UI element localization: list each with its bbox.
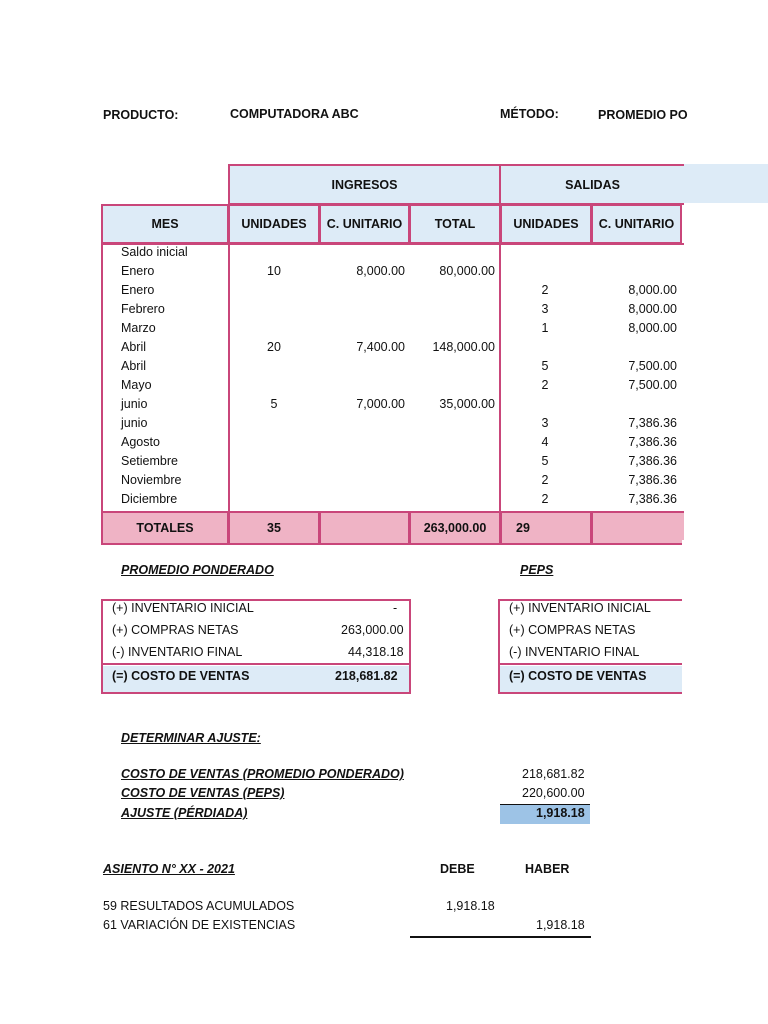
row-out-cunit: 8,000.00 — [628, 302, 677, 316]
row-out-units: 2 — [541, 283, 549, 297]
ajuste-line3-value: 1,918.18 — [536, 806, 585, 820]
totals-in-cunit-cell — [319, 511, 410, 545]
row-out-units: 3 — [541, 302, 549, 316]
col-unidades2-label: UNIDADES — [513, 217, 579, 231]
totals-out-cunit-cell — [591, 511, 684, 545]
row-mes: junio — [121, 416, 148, 430]
row-mes: Abril — [121, 340, 147, 354]
asiento-line2-haber: 1,918.18 — [536, 918, 585, 932]
totals-in-units: 35 — [267, 521, 281, 535]
promedio-inv-final-label: (-) INVENTARIO FINAL — [112, 645, 243, 659]
ajuste-line3-label: AJUSTE (PÉRDIADA) — [121, 806, 248, 820]
asiento-line2-label: 61 VARIACIÓN DE EXISTENCIAS — [103, 918, 296, 932]
row-out-units: 2 — [541, 473, 549, 487]
row-out-units: 2 — [541, 492, 549, 506]
peps-compras-label: (+) COMPRAS NETAS — [509, 623, 636, 637]
totals-label: TOTALES — [136, 521, 194, 535]
row-mes: Enero — [121, 283, 155, 297]
row-out-cunit: 8,000.00 — [628, 283, 677, 297]
row-out-cunit: 8,000.00 — [628, 321, 677, 335]
ajuste-line1-value: 218,681.82 — [522, 767, 585, 781]
right-mask — [682, 540, 768, 740]
row-mes: Diciembre — [121, 492, 178, 506]
peps-inv-final-label: (-) INVENTARIO FINAL — [509, 645, 640, 659]
row-out-units: 5 — [541, 454, 549, 468]
row-out-cunit: 7,386.36 — [628, 492, 677, 506]
promedio-compras-label: (+) COMPRAS NETAS — [112, 623, 239, 637]
table-divider-ingresos — [499, 243, 501, 513]
row-mes: Saldo inicial — [121, 245, 188, 259]
asiento-line1-label: 59 RESULTADOS ACUMULADOS — [103, 899, 295, 913]
promedio-title: PROMEDIO PONDERADO — [121, 563, 274, 577]
asiento-total-rule — [410, 936, 591, 938]
metodo-label: MÉTODO: — [500, 107, 559, 121]
asiento-debe-header: DEBE — [440, 862, 475, 876]
row-out-units: 3 — [541, 416, 549, 430]
row-in-units: 20 — [267, 340, 281, 354]
group-salidas-label: SALIDAS — [565, 177, 620, 192]
ajuste-title: DETERMINAR AJUSTE: — [121, 731, 261, 745]
row-out-units: 1 — [541, 321, 549, 335]
col-header-total — [409, 204, 501, 244]
totals-in-total: 263,000.00 — [423, 521, 487, 535]
row-out-cunit: 7,500.00 — [628, 378, 677, 392]
promedio-compras-value: 263,000.00 — [341, 623, 404, 637]
producto-label: PRODUCTO: — [103, 108, 179, 122]
promedio-costo-label: (=) COSTO DE VENTAS — [112, 669, 250, 683]
promedio-costo-value: 218,681.82 — [335, 669, 398, 683]
promedio-inv-inicial-label: (+) INVENTARIO INICIAL — [112, 601, 254, 615]
ajuste-line2-label: COSTO DE VENTAS (PEPS) — [121, 786, 285, 800]
group-header-salidas — [499, 164, 684, 205]
totals-out-units-cell — [500, 511, 592, 545]
asiento-haber-header: HABER — [525, 862, 570, 876]
row-mes: Agosto — [121, 435, 160, 449]
row-out-cunit: 7,500.00 — [628, 359, 677, 373]
table-divider-mes — [228, 243, 230, 513]
peps-title: PEPS — [520, 563, 554, 577]
peps-costo-label: (=) COSTO DE VENTAS — [509, 669, 647, 683]
group-ingresos-label: INGRESOS — [331, 177, 398, 192]
producto-value: COMPUTADORA ABC — [230, 107, 359, 121]
metodo-value: PROMEDIO PO — [598, 108, 688, 122]
row-in-cunit: 7,400.00 — [356, 340, 405, 354]
totals-in-total-cell — [409, 511, 501, 545]
salidas-overflow-strip — [682, 164, 768, 203]
col-header-cunitario-salidas — [591, 204, 682, 244]
ajuste-line2-value: 220,600.00 — [522, 786, 585, 800]
promedio-separator — [103, 663, 409, 665]
row-in-units: 5 — [270, 397, 278, 411]
col-total-label: TOTAL — [434, 217, 476, 231]
row-in-units: 10 — [267, 264, 281, 278]
col-cunitario-label: C. UNITARIO — [326, 217, 403, 231]
col-header-cunitario — [319, 204, 410, 244]
col-cunitario2-label: C. UNITARIO — [598, 217, 675, 231]
asiento-title: ASIENTO N° XX - 2021 — [103, 862, 235, 876]
row-mes: Febrero — [121, 302, 165, 316]
row-mes: junio — [121, 397, 148, 411]
totals-out-units: 29 — [516, 521, 530, 535]
row-out-cunit: 7,386.36 — [628, 435, 677, 449]
row-out-units: 2 — [541, 378, 549, 392]
totals-in-units-cell — [228, 511, 320, 545]
row-mes: Mayo — [121, 378, 152, 392]
row-mes: Noviembre — [121, 473, 182, 487]
row-mes: Enero — [121, 264, 155, 278]
asiento-line1-debe: 1,918.18 — [446, 899, 495, 913]
ajuste-line1-label: COSTO DE VENTAS (PROMEDIO PONDERADO) — [121, 767, 404, 781]
col-unidades-label: UNIDADES — [241, 217, 307, 231]
promedio-inv-final-value: 44,318.18 — [348, 645, 404, 659]
row-out-cunit: 7,386.36 — [628, 416, 677, 430]
row-out-units: 5 — [541, 359, 549, 373]
row-mes: Setiembre — [121, 454, 178, 468]
row-in-cunit: 8,000.00 — [356, 264, 405, 278]
col-header-mes — [101, 204, 229, 244]
row-mes: Abril — [121, 359, 147, 373]
row-in-total: 35,000.00 — [439, 397, 495, 411]
peps-separator — [500, 663, 682, 665]
col-header-unidades — [228, 204, 320, 244]
group-header-ingresos — [228, 164, 501, 205]
row-out-cunit: 7,386.36 — [628, 454, 677, 468]
row-in-total: 80,000.00 — [439, 264, 495, 278]
row-mes: Marzo — [121, 321, 156, 335]
promedio-inv-inicial-value: - — [393, 601, 398, 615]
row-out-units: 4 — [541, 435, 549, 449]
col-header-unidades-salidas — [500, 204, 592, 244]
row-in-cunit: 7,000.00 — [356, 397, 405, 411]
row-in-total: 148,000.00 — [432, 340, 495, 354]
totals-label-cell — [101, 511, 229, 545]
col-mes-label: MES — [151, 217, 179, 231]
row-out-cunit: 7,386.36 — [628, 473, 677, 487]
peps-inv-inicial-label: (+) INVENTARIO INICIAL — [509, 601, 651, 615]
